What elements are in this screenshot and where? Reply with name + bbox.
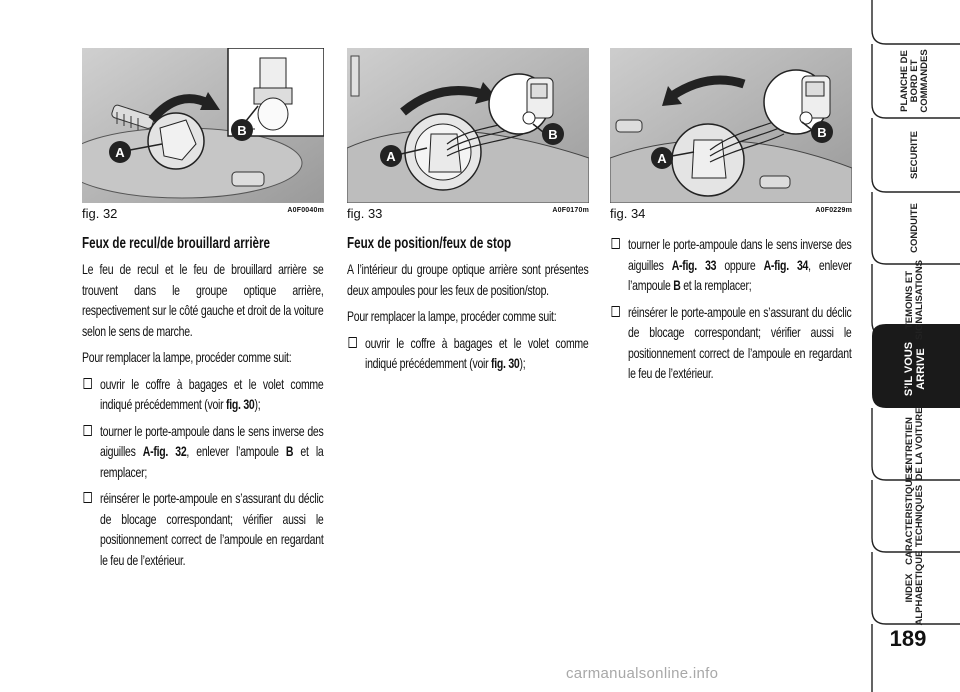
figure-label: fig. 34 bbox=[610, 206, 646, 221]
list-item: réinsérer le porte-ampoule en s’assurant du déclic de blocage correspondant; vérifier aussi le positionnement correct de l’ampoule en regardant le feu de l’extérieur. bbox=[82, 488, 324, 570]
checkbox-bullet-icon bbox=[84, 425, 92, 436]
sidebar-tab-caracteristiques[interactable]: CARACTERISTIQUES TECHNIQUES bbox=[904, 467, 925, 565]
figure-reference: fig. 30 bbox=[225, 396, 255, 412]
paragraph: Le feu de recul et le feu de brouillard arrière se trouvent dans le groupe optique arrière, respectivement sur le côté gauche et droit de la voiture selon le sens de marche. bbox=[82, 261, 324, 339]
section-heading: Feux de recul/de brouillard arrière bbox=[82, 235, 271, 252]
paragraph: Pour remplacer la lampe, procéder comme suit: bbox=[347, 308, 557, 324]
sidebar-tab-sil-vous-arrive[interactable]: S’IL VOUS ARRIVE bbox=[903, 341, 927, 397]
instruction-list bbox=[82, 374, 324, 571]
figure-code: A0F0229m bbox=[815, 207, 852, 214]
figure-code: A0F0040m bbox=[287, 207, 324, 214]
list-item: ouvrir le coffre à bagages et le volet comme indiqué précédemment (voir fig. 30); bbox=[82, 374, 324, 415]
checkbox-bullet-icon bbox=[84, 378, 92, 389]
figure-34-caption bbox=[610, 206, 852, 222]
figure-code: A0F0170m bbox=[552, 207, 589, 214]
marker-a: A bbox=[386, 149, 396, 164]
figure-label: fig. 33 bbox=[347, 206, 383, 221]
marker-b: B bbox=[817, 125, 827, 140]
paragraph: Pour remplacer la lampe, procéder comme suit: bbox=[82, 349, 292, 365]
list-item: réinsérer le porte-ampoule en s’assurant du déclic de blocage correspondant; vérifier aussi le positionnement correct de l’ampoule en regardant le feu de l’extérieur. bbox=[610, 302, 852, 384]
figure-reference: A-fig. 33 bbox=[671, 256, 717, 273]
figure-33-illustration bbox=[347, 48, 589, 203]
list-item: tourner le porte-ampoule dans le sens inverse des aiguilles A-fig. 33 oppure A-fig. 34, enlever l’ampoule B et la remplacer; bbox=[610, 234, 852, 296]
checkbox-bullet-icon bbox=[84, 492, 92, 503]
text-column-3 bbox=[610, 234, 852, 390]
list-item: ouvrir le coffre à bagages et le volet comme indiqué précédemment (voir fig. 30); bbox=[347, 333, 589, 374]
checkbox-bullet-icon bbox=[612, 306, 620, 317]
instruction-list bbox=[610, 234, 852, 384]
watermark: carmanualsonline.info bbox=[566, 665, 719, 682]
figure-reference: fig. 30 bbox=[490, 355, 520, 371]
figure-34-illustration bbox=[610, 48, 852, 203]
figure-reference: A-fig. 34 bbox=[763, 256, 809, 273]
section-heading: Feux de position/feux de stop bbox=[347, 235, 512, 252]
sidebar-tab-index[interactable]: INDEX ALPHABETIQUE bbox=[904, 550, 925, 626]
list-item: tourner le porte-ampoule dans le sens inverse des aiguilles A-fig. 32, enlever l’ampoule B et la remplacer; bbox=[82, 421, 324, 483]
figure-32-caption bbox=[82, 206, 324, 222]
page-number: 189 bbox=[889, 626, 927, 651]
text-column-2 bbox=[347, 234, 589, 380]
paragraph: A l’intérieur du groupe optique arrière sont présentes deux ampoules pour les feux de position/stop. bbox=[347, 261, 589, 298]
sidebar-tab-securite[interactable]: SECURITE bbox=[909, 130, 920, 180]
figure-33-caption bbox=[347, 206, 589, 222]
marker-b: B bbox=[548, 127, 558, 142]
sidebar-tab-entretien[interactable]: ENTRETIEN DE LA VOITURE bbox=[904, 407, 925, 481]
chapter-sidebar bbox=[870, 0, 960, 692]
figure-reference: A-fig. 32 bbox=[142, 443, 187, 459]
marker-b: B bbox=[237, 123, 247, 138]
sidebar-tab-conduite[interactable]: CONDUITE bbox=[909, 203, 920, 253]
figure-32-illustration bbox=[82, 48, 324, 203]
checkbox-bullet-icon bbox=[349, 337, 357, 348]
sidebar-tab-planche-de-bord[interactable]: PLANCHE DE BORD ET COMMANDES bbox=[899, 49, 930, 113]
marker-a: A bbox=[657, 151, 667, 166]
text-column-1 bbox=[82, 234, 324, 576]
figure-label: fig. 32 bbox=[82, 206, 118, 221]
marker-a: A bbox=[115, 145, 125, 160]
sidebar-tab-temoins[interactable]: TEMOINS ET SIGNALISATIONS bbox=[904, 259, 925, 341]
instruction-list bbox=[347, 333, 589, 374]
checkbox-bullet-icon bbox=[612, 238, 620, 249]
